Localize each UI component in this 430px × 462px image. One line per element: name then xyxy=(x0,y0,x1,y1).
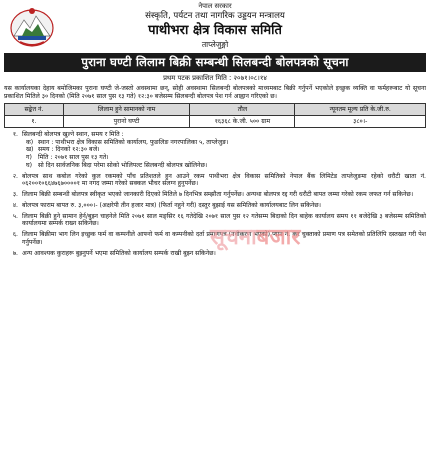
condition-item xyxy=(4,213,426,229)
condition-item xyxy=(4,131,426,139)
col-code: सङ्केत नं. xyxy=(5,104,64,116)
ministry-name: संस्कृति, पर्यटन तथा नागरिक उड्डयन मन्त्रालय xyxy=(145,11,285,22)
col-weight: तौल xyxy=(190,104,295,116)
condition-number: ४. xyxy=(12,201,18,209)
condition-text: लिलाम बिक्रीमा भाग लिन इच्छुक फर्म वा कम्पनीले आफ्नो फर्म वा कम्पनीको दर्ता प्रमाणपत्र (नवीकरण भएको) प्यान नं. कर चुक्ताको प्रमाण पत्र समेतको प्रतिलिपि दस्तखत गरी पेश गर्नुपर्नेछ। xyxy=(22,231,426,246)
condition-item xyxy=(4,173,426,189)
subitem-text: मिति : २०७१ साल पुस १३ गते। xyxy=(38,154,109,162)
intro-paragraph: यस कार्यालयका देहाय बमोजिमका पुराना घण्टी जे-जस्तो अवस्थामा छन्, सोही अवस्थामा सिलबन्दी बोलपत्रको माध्यमबाट बिक्री गर्नुपर्ने भएकोले इच्छुक व्यक्ति वा फर्महरूबाट यो सूचना प्रकाशित मितिले ३० दिनको (मिति २०७१ साल पुस १३ गते) १२:३० बजेसम्म सिलबन्दी बोलपत्र पेश गर्न आह्वान गरिएको छ। xyxy=(4,84,426,100)
condition-text: अन्य आवश्यक कुराहरू बुझ्नुपर्ने भएमा समितिको कार्यालय सम्पर्क राखी बुझ्न सकिनेछ। xyxy=(22,249,216,257)
condition-number: ३. xyxy=(12,191,18,199)
condition-text: बोलपत्र फाराम बापत रु. ३,०००।- (अक्षरेपी तीन हजार मात्र) (फिर्ता नहुने गरी) दस्तुर बुझाई यस समितिको कार्यालयबाट लिन सकिनेछ। xyxy=(22,201,321,209)
nepal-emblem-icon xyxy=(6,2,58,48)
condition-text: लिलाम बिक्री हुने सामान हेर्न/बुझ्न चाहनेले मिति २०७१ साल मङ्सिर १६ गतेदेखि २०७१ साल पुस १२ गतेसम्म बिदाको दिन बाहेक कार्यालय समय ११ बजेदेखि ३ बजेसम्म समितिको कार्यालयमा सम्पर्क राख्न सकिनेछ। xyxy=(22,212,426,228)
condition-number: १. xyxy=(12,130,18,138)
office-location: ताप्लेजुङ्गो xyxy=(201,40,229,50)
condition-text: बोलपत्र साथ कबोल गरेको कुल रकमको पाँच प्रतिशतले हुन आउने रकम पाथीभरा क्षेत्र विकास समितिको नेपाल बैंक लिमिटेड ताप्लेजुङमा रहेको धरौटी खाता नं. ०६२००१०६६४७६७००००१ मा नगद जम्मा गरेको सक्कल भौचर संलग्न हुनुपर्नेछ। xyxy=(22,172,426,188)
condition-number: २. xyxy=(12,172,18,180)
table-header-row xyxy=(5,104,426,116)
letterhead xyxy=(4,0,426,50)
notice-title: पुराना घण्टी लिलाम बिक्री सम्बन्धी सिलबन्दी बोलपत्रको सूचना xyxy=(4,53,426,72)
subitem-key: ख) xyxy=(26,146,34,154)
col-item-name: लिलाम हुने सामानको नाम xyxy=(63,104,189,116)
subitem-key: घ) xyxy=(26,161,33,169)
subitem-text: सो दिन सार्वजनिक बिदा परेमा सोको भोलिपल्ट सिलबन्दी बोलपत्र खोलिनेछ। xyxy=(38,161,208,169)
conditions-list xyxy=(4,131,426,258)
condition-item xyxy=(4,250,426,258)
condition-text: सिलबन्दी बोलपत्र खुल्ने स्थान, समय र मिति : xyxy=(22,130,124,138)
condition-number: ५. xyxy=(12,212,18,220)
auction-items-table xyxy=(4,103,426,128)
cell-code: १. xyxy=(5,116,64,128)
condition-number: ६. xyxy=(12,231,18,239)
cell-item-name: पुरानो घण्टी xyxy=(63,116,189,128)
government-name: नेपाल सरकार xyxy=(198,2,232,10)
subitem-text: समय : दिनको १२:३० बजे। xyxy=(38,146,100,154)
col-min-price: न्यूनतम मूल्य प्रति के.जी.रु. xyxy=(295,104,426,116)
subitem-text: स्थान : पाथीभरा क्षेत्र विकास समितिको कार्यालय, फुङलिङ नगरपालिका ५, ताप्लेजुङ। xyxy=(38,138,229,146)
table-row xyxy=(5,116,426,128)
condition-item xyxy=(4,191,426,199)
cell-weight: १६३६८ के.जी. ५०० ग्राम xyxy=(190,116,295,128)
subitem-key: ग) xyxy=(26,154,32,162)
condition-item xyxy=(4,202,426,210)
condition-subitem xyxy=(4,162,426,170)
cell-min-price: ३८०।- xyxy=(295,116,426,128)
watermark: सूचनाबजार xyxy=(210,225,301,250)
office-name: पाथीभरा क्षेत्र विकास समिति xyxy=(148,23,282,39)
subitem-key: क) xyxy=(26,138,34,146)
condition-item xyxy=(4,231,426,247)
publish-date: प्रथम पटक प्रकाशित मिति : २०७१।०८।१४ xyxy=(163,73,267,82)
condition-subitem xyxy=(4,154,426,162)
condition-text: लिलाम बिक्री सम्बन्धी बोलपत्र स्वीकृत भएको जानकारी दिएको मितिले ७ दिनभित्र सम्झौता गर्नुपर्नेछ। अन्यथा बोलपत्र रद्द गरी धरौटी बापत जम्मा गरेको रकम जफत गर्न सकिनेछ। xyxy=(22,191,414,199)
condition-number: ७. xyxy=(12,249,18,257)
